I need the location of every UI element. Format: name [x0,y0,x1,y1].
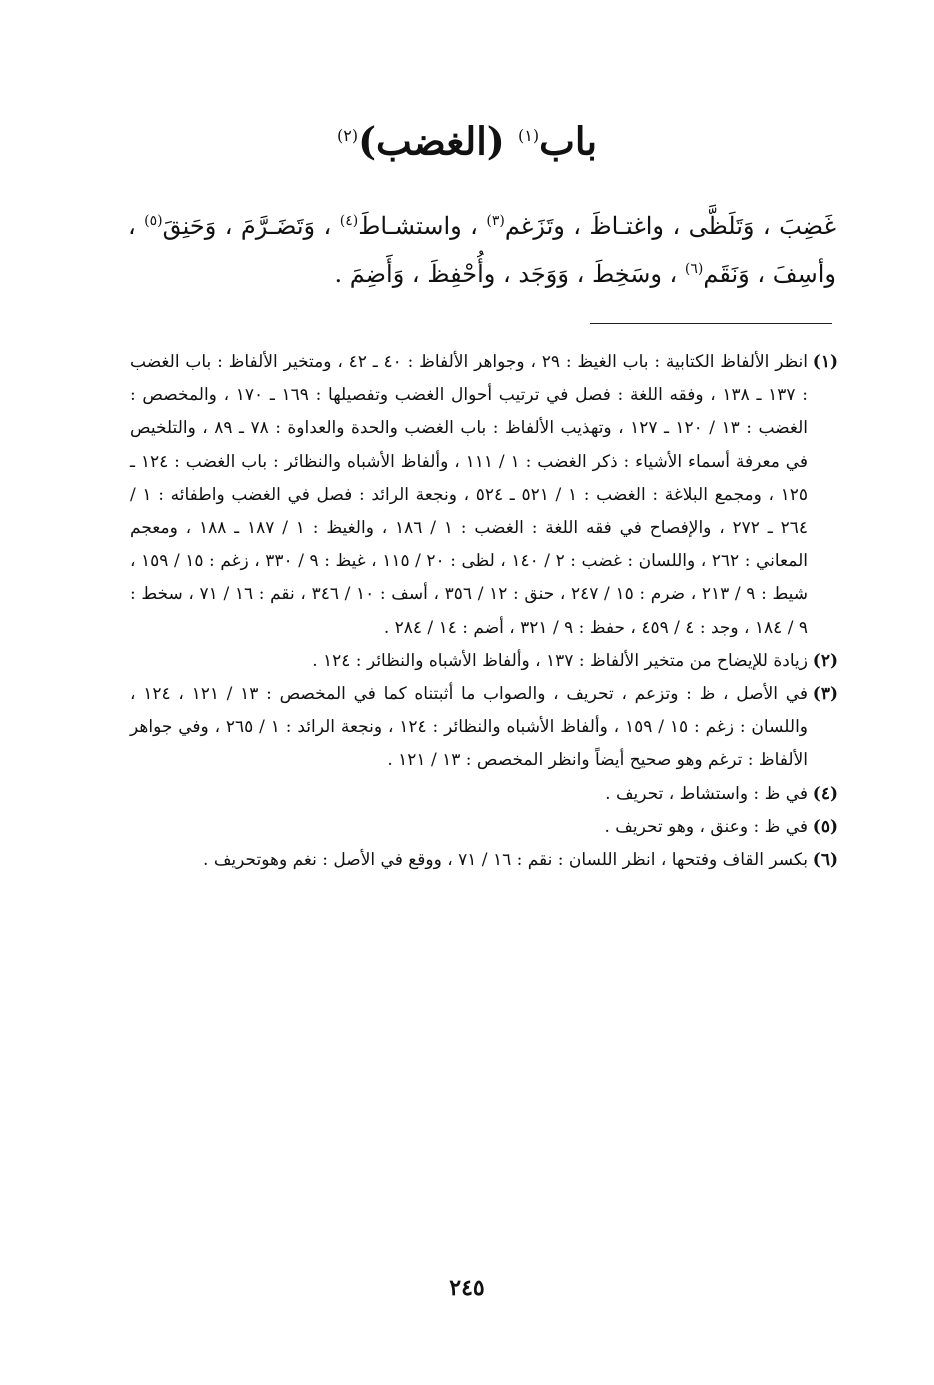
main-text-segment: ، واستشـاطَ [358,212,487,240]
footnote-text: بكسر القاف وفتحها ، انظر اللسان : نقم : ١٦ / ٧١ ، ووقع في الأصل : نغم وهوتحريف . [203,850,808,871]
footnote-4 [130,778,838,811]
footnote-number: (٥) [812,816,838,837]
footnote-text: في ظ : وعنق ، وهو تحريف . [604,816,808,837]
footnote-separator [590,323,832,324]
footnote-ref-6: (٦) [684,261,704,277]
footnote-5 [130,811,838,844]
main-text-segment: ، وَتَضَـرَّمَ ، وَحَنِقَ [162,212,340,240]
footnote-ref-5: (٥) [144,213,163,229]
title-topic: (الغضب) [358,118,505,164]
footnote-number: (١) [812,352,838,372]
title-footnote-ref-1: (١) [518,126,540,145]
footnote-text: في ظ : واستشاط ، تحريف . [605,783,808,804]
footnote-3 [130,678,838,778]
footnote-number: (٤) [812,783,838,804]
footnote-ref-4: (٤) [339,213,359,229]
footnote-number: (٢) [812,650,838,671]
page-number: ٢٤٥ [449,1275,485,1301]
footnote-number: (٣) [812,684,838,705]
footnotes [130,346,838,877]
footnote-number: (٦) [812,850,838,871]
footnote-1 [130,346,838,645]
footnote-6 [130,844,838,877]
main-text-segment: ، وسَخِطَ ، وَوَجَد ، وأُحْفِظَ ، وَأَضِمَ . [334,260,685,288]
title-footnote-ref-2: (٢) [336,126,359,145]
main-text-segment: ، وأسِفَ ، وَنَقَم [128,212,836,288]
title-word: باب [539,118,598,164]
footnote-text: انظر الألفاظ الكتابية : باب الغيظ : ٢٩ ، وجواهر الألفاظ : ٤٠ ـ ٤٢ ، ومتخير الألفاظ : باب الغضب : ١٣٧ ـ ١٣٨ ، وفقه اللغة : فصل في ترتيب أحوال الغضب وتفصيلها : ١٦٩ ـ ١٧٠ ، والمخصص : الغضب : ١٣ / ١٢٠ ـ ١٢٧ ، وتهذيب الألفاظ : باب الغضب والحدة والعداوة : ٧٨ ـ ٨٩ ، والتلخيص في معرفة أسماء الأشياء : ذكر الغضب : ١ / ١١١ ، وألفاظ الأشباه والنظائر : باب الغضب : ١٢٤ ـ ١٢٥ ، ومجمع البلاغة : الغضب : ١ / ٥٢١ ـ ٥٢٤ ، ونجعة الرائد : فصل في الغضب واطفائه : ١ / ٢٦٤ ـ ٢٧٢ ، والإفصاح في فقه اللغة : الغضب : ١ / ١٨٦ ، والغيظ : ١ / ١٨٧ ـ ١٨٨ ، ومعجم المعاني : ٢٦٢ ، واللسان : غضب : ٢ / ١٤٠ ، لظى : ٢٠ / ١١٥ ، غيظ : ٩ / ٣٣٠ ، زغم : ١٥ / ١٥٩ ، شيط : ٩ / ٢١٣ ، ضرم : ١٥ / ٢٤٧ ، حنق : ١٢ / ٣٥٦ ، أسف : ١٠ / ٣٤٦ ، نقم : ١٦ / ٧١ ، سخط : ٩ / ١٨٤ ، وجد : ٤ / ٤٥٩ ، حفظ : ٩ / ٣٢١ ، أضم : ١٤ / ٢٨٤ . [130,352,809,638]
main-text-segment: غَضِبَ ، وَتَلَظَّى ، واغتـاظَ ، وتَزَغم [504,212,837,240]
footnote-text: زيادة للإيضاح من متخير الألفاظ : ١٣٧ ، وألفاظ الأشباه والنظائر : ١٢٤ . [312,650,808,671]
chapter-title [0,108,934,170]
footnote-text: في الأصل ، ظ : وتزعم ، تحريف ، والصواب ما أثبتناه كما في المخصص : ١٣ / ١٢١ ، ١٢٤ ، واللسان : زغم : ١٥ / ١٥٩ ، وألفاظ الأشباه والنظائر : ١٢٤ ، ونجعة الرائد : ١ / ٢٦٥ ، وفي جواهر الألفاظ : ترغم وهو صحيح أيضاً وانظر المخصص : ١٣ / ١٢١ . [130,684,809,771]
footnote-ref-3: (٣) [486,213,505,229]
footnote-2 [130,645,838,678]
synonyms-paragraph [128,200,836,296]
